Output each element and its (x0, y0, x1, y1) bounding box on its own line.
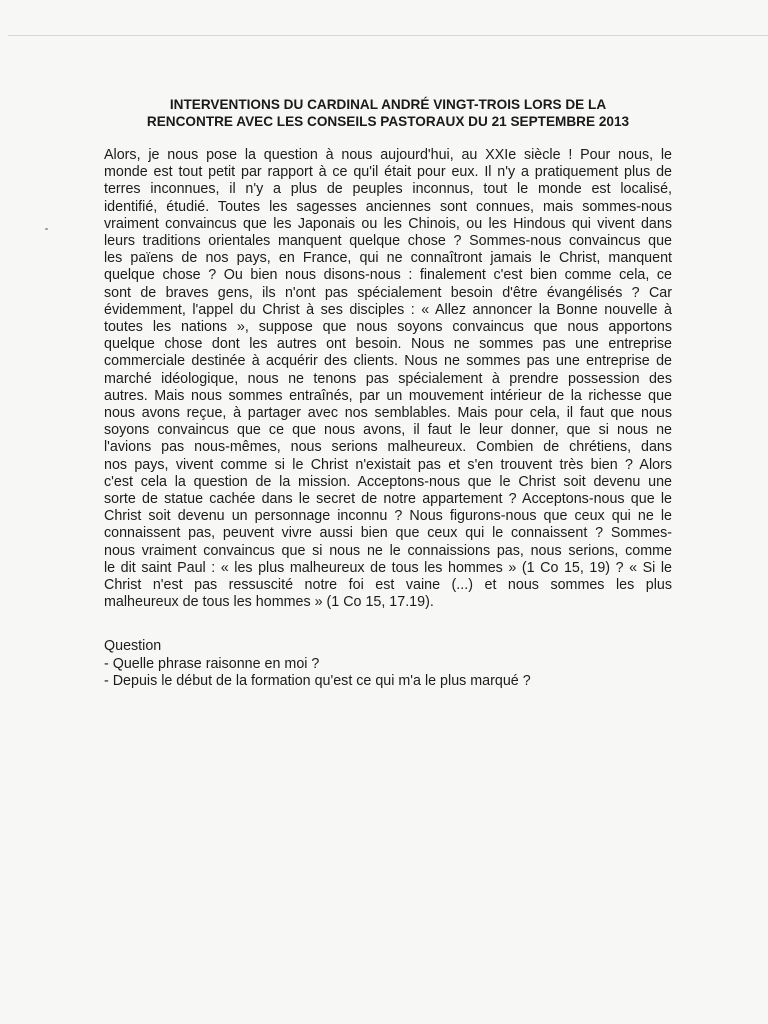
paragraph-line: quelque chose dont les autres ont besoin. Nous ne sommes pas une entreprise (104, 336, 672, 353)
paragraph-line: les païens de nos pays, en France, qui ne connaîtront jamais le Christ, manquent (104, 250, 672, 267)
title-line-1: INTERVENTIONS DU CARDINAL ANDRÉ VINGT-TROIS LORS DE LA (169, 97, 607, 112)
scan-speck (45, 228, 48, 230)
paragraph-line: monde est tout petit par rapport à ce qu'il était pour eux. Il n'y a pratiquement plus de (104, 164, 672, 181)
paragraph-line: commerciale destinée à acquérir des clients. Nous ne sommes pas une entreprise de (104, 353, 672, 370)
paragraph-line: vraiment convaincus que les Japonais ou les Chinois, ou les Hindous qui vivent dans (104, 215, 672, 232)
document-title (104, 96, 672, 130)
paragraph-line: nous vraiment convaincus que si nous ne le connaissions pas, nous serions, comme (104, 542, 672, 559)
paragraph-line: le dit saint Paul : « les plus malheureux de tous les hommes » (1 Co 15, 19) ? « Si le (104, 559, 672, 576)
body-paragraph (104, 147, 672, 611)
paragraph-line: sont de braves gens, ils n'ont pas spécialement besoin d'être évangélisés ? Car (104, 284, 672, 301)
paragraph-line: autres. Mais nous sommes entraînés, par un mouvement intérieur de la richesse que (104, 387, 672, 404)
paragraph-line: sorte de statue cachée dans le secret de notre appartement ? Acceptons-nous que le (104, 491, 672, 508)
paragraph-line: évidemment, l'appel du Christ à ses disciples : « Allez annoncer la Bonne nouvelle à (104, 301, 672, 318)
paragraph-line: soyons convaincus que ce que nous avons, il faut le leur donner, que si nous ne (104, 422, 672, 439)
paragraph-line: connaissent pas, peuvent vivre aussi bien que ceux qui le connaissent ? Sommes- (104, 525, 672, 542)
paragraph-line: Christ soit devenu un personnage inconnu ? Nous figurons-nous que ceux qui ne le (104, 508, 672, 525)
paragraph-line: malheureux de tous les hommes » (1 Co 15, 17.19). (104, 594, 434, 611)
paragraph-line: identifié, étudié. Toutes les sagesses anciennes sont connues, mais sommes-nous (104, 198, 672, 215)
paragraph-line: leurs traditions orientales manquent quelque chose ? Sommes-nous convaincus que (104, 233, 672, 250)
paragraph-line: marché idéologique, nous ne tenons pas spécialement à prendre possession des (104, 370, 672, 387)
paragraph-line: quelque chose ? Ou bien nous disons-nous : finalement c'est bien comme cela, ce (104, 267, 672, 284)
paragraph-line: nous avons reçue, à partager avec nos semblables. Mais pour cela, il faut que nous (104, 405, 672, 422)
document-page (104, 96, 672, 691)
paragraph-line: l'avions pas nous-mêmes, nous serions malheureux. Combien de chrétiens, dans (104, 439, 672, 456)
question-section (104, 638, 672, 691)
question-item: - Quelle phrase raisonne en moi ? (104, 655, 320, 672)
question-item: - Depuis le début de la formation qu'est ce qui m'a le plus marqué ? (104, 673, 531, 690)
paragraph-line: Christ n'est pas ressuscité notre foi est vaine (...) et nous sommes les plus (104, 577, 672, 594)
paragraph-line: nos pays, vivent comme si le Christ n'existait pas et s'en trouvent très bien ? Alors (104, 456, 672, 473)
title-line-2: RENCONTRE AVEC LES CONSEILS PASTORAUX DU 21 SEPTEMBRE 2013 (146, 114, 630, 129)
paragraph-line: terres inconnues, il n'y a plus de peuples inconnus, tout le monde est localisé, (104, 181, 672, 198)
paragraph-line: toutes les nations », suppose que nous soyons convaincus que nous apportons (104, 319, 672, 336)
question-heading: Question (104, 638, 162, 655)
scan-top-edge (8, 35, 768, 36)
paragraph-line: Alors, je nous pose la question à nous aujourd'hui, au XXIe siècle ! Pour nous, le (104, 147, 672, 163)
paragraph-line: c'est cela la question de la mission. Acceptons-nous que le Christ soit devenu une (104, 473, 672, 490)
